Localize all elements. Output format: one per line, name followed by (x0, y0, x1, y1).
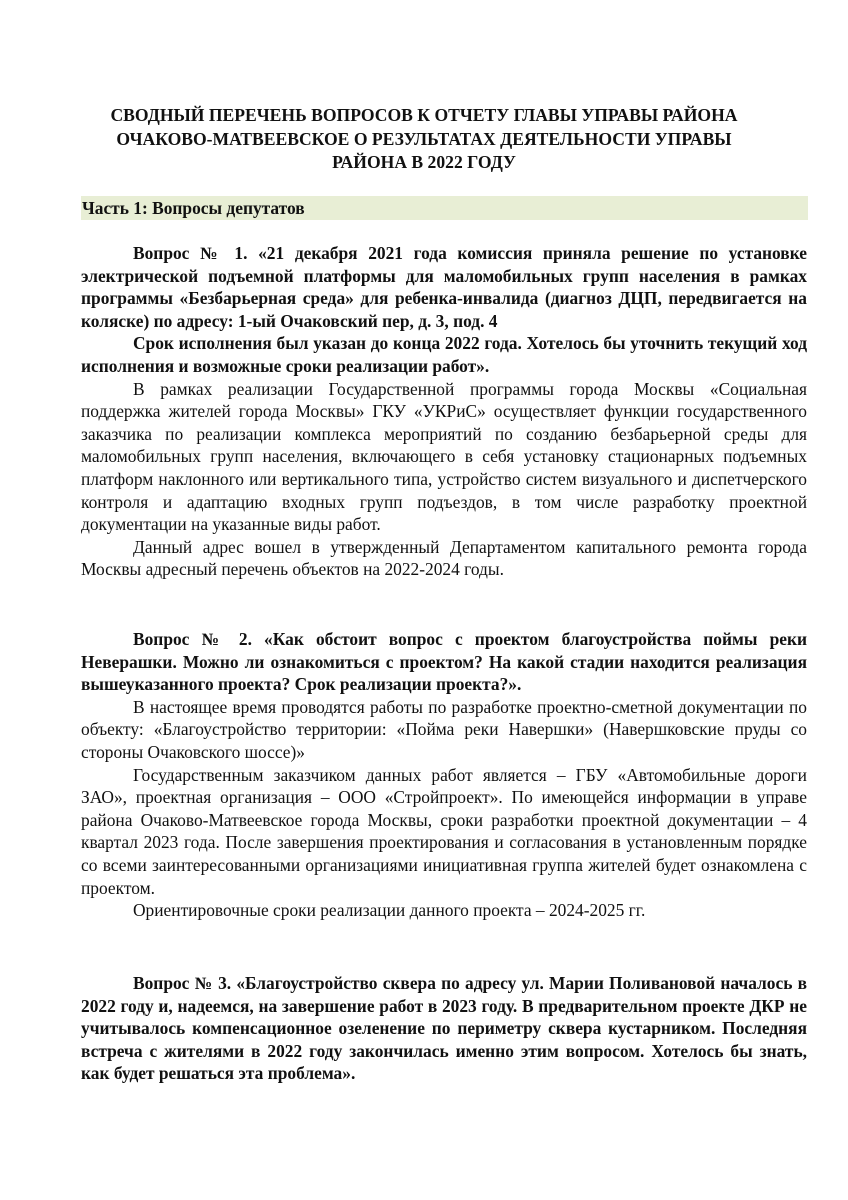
title-line-1: СВОДНЫЙ ПЕРЕЧЕНЬ ВОПРОСОВ К ОТЧЕТУ ГЛАВЫ УПРАВЫ РАЙОНА (110, 105, 738, 125)
question-1-text: Вопрос № 1. «21 декабря 2021 года комиссия приняла решение по установке электрической подъемной платформы для маломобильных групп населения в рамках программы «Безбарьерная среда» для ребенка-инвалида (диагноз ДЦП, передвигается на коляске) по адресу: 1-ый Очаковский пер, д. 3, под. 4 (81, 243, 807, 331)
question-1-continuation: Срок исполнения был указан до конца 2022 года. Хотелось бы уточнить текущий ход исполнения и возможные сроки реализации работ». (81, 333, 807, 376)
question-2-block (81, 628, 807, 922)
question-3-text: Вопрос № 3. «Благоустройство сквера по адресу ул. Марии Поливановой началось в 2022 году и, надеемся, на завершение работ в 2023 году. В предварительном проекте ДКР не учитывалось компенсационное озеленение по периметру сквера кустарником. Последняя встреча с жителями в 2022 году закончилась именно этим вопросом. Хотелось бы знать, как будет решаться эта проблема». (81, 973, 807, 1084)
title-line-2: ОЧАКОВО-МАТВЕЕВСКОЕ О РЕЗУЛЬТАТАХ ДЕЯТЕЛЬНОСТИ УПРАВЫ (116, 128, 732, 149)
answer-2-paragraph-1: В настоящее время проводятся работы по разработке проектно-сметной документации по объекту: «Благоустройство территории: «Пойма реки Навершки» (Навершковские пруды со стороны Очаковского шоссе)» (81, 696, 807, 762)
part-header-text: Часть 1: Вопросы депутатов (82, 198, 305, 218)
answer-1-paragraph-2: Данный адрес вошел в утвержденный Департаментом капитального ремонта города Москвы адресный перечень объектов на 2022-2024 годы. (81, 536, 807, 580)
answer-1-paragraph-1: В рамках реализации Государственной программы города Москвы «Социальная поддержка жителей города Москвы» ГКУ «УКРиС» осуществляет функции государственного заказчика по реализации комплекса мероприятий по созданию безбарьерной среды для маломобильных групп населения, включающего в себя установку стационарных подъемных платформ наклонного или вертикального типа, устройство систем визуального и диспетчерского контроля и адаптацию входных групп подъездов, в том числе разработку проектной документации на указанные виды работ. (81, 378, 807, 535)
answer-2-paragraph-3: Ориентировочные сроки реализации данного проекта – 2024-2025 гг. (133, 900, 646, 921)
question-2-text: Вопрос № 2. «Как обстоит вопрос с проектом благоустройства поймы реки Неверашки. Можно ли ознакомиться с проектом? На какой стадии находится реализация вышеуказанного проекта? Срок реализации проекта?». (81, 629, 807, 695)
answer-2-paragraph-2: Государственным заказчиком данных работ является – ГБУ «Автомобильные дороги ЗАО», проектная организация – ООО «Стройпроект». По имеющейся информации в управе района Очаково-Матвеевское города Москвы, сроки разработки проектной документации – 4 квартал 2023 года. После завершения проектирования и согласования в установленным порядке со всеми заинтересованными организациями инициативная группа жителей будет ознакомлена с проектом. (81, 764, 807, 898)
document-title (70, 104, 778, 175)
question-3-block (81, 972, 807, 1085)
question-1-block (81, 242, 807, 581)
part-header (81, 196, 808, 220)
title-line-3: РАЙОНА В 2022 ГОДУ (332, 152, 516, 172)
